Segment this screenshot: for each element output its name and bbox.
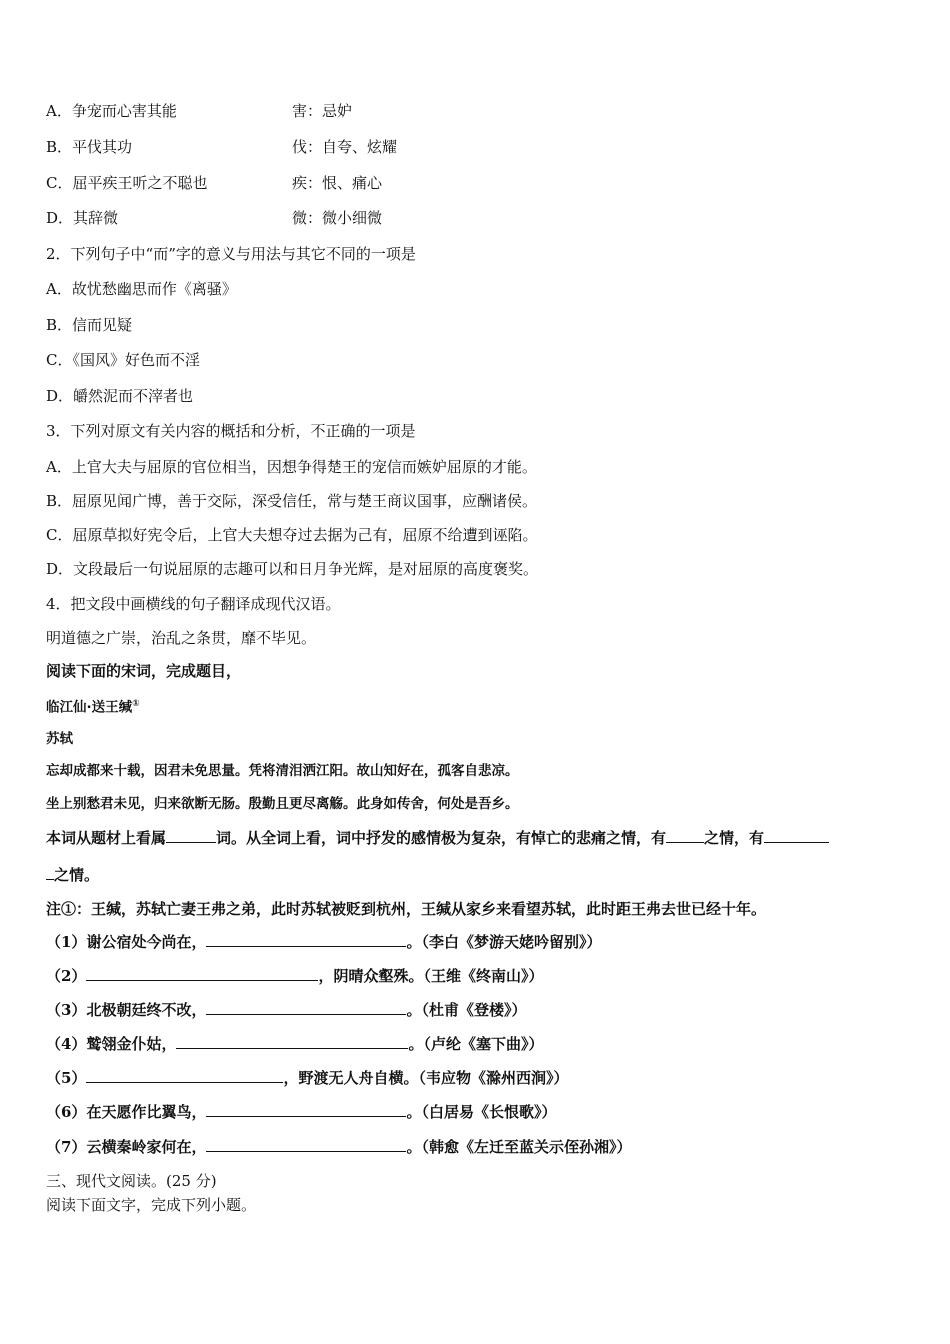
fill-blank-7 — [46, 1137, 631, 1157]
poem-question-line-1 — [46, 828, 829, 848]
fill-num: （4） — [46, 1035, 87, 1053]
section3-instruction: 阅读下面文字，完成下列小题。 — [46, 1196, 257, 1214]
fill-num: （1） — [46, 933, 87, 951]
q4-stem: 4．把文段中画横线的句子翻译成现代汉语。 — [46, 595, 341, 613]
poem-intro: 阅读下面的宋词，完成题目， — [46, 662, 242, 680]
poem-question-line-2 — [46, 865, 99, 885]
poem-line-2: 坐上别愁君未见，归来欲断无肠。殷勤且更尽离觞。此身如传舍，何处是吾乡。 — [46, 796, 519, 812]
fill-blank-5 — [46, 1068, 568, 1088]
q3-stem: 3．下列对原文有关内容的概括和分析，不正确的一项是 — [46, 422, 416, 440]
fill-before: 鹫翎金仆姑， — [86, 1035, 177, 1053]
poem-title-line — [46, 694, 140, 718]
fill-blank-3 — [46, 1000, 526, 1020]
answer-blank[interactable] — [206, 1000, 406, 1015]
fill-after: 。（韩愈《左迁至蓝关示侄孙湘》） — [406, 1138, 632, 1156]
fill-num: （6） — [46, 1103, 87, 1121]
fill-num: （2） — [46, 967, 87, 985]
poem-question-part2: 词。从全词上看，词中抒发的感情极为复杂，有悼亡的悲痛之情，有 — [216, 829, 667, 847]
answer-blank[interactable] — [206, 1102, 406, 1117]
fill-num: （5） — [46, 1069, 87, 1087]
poem-question-part1: 本词从题材上看属 — [46, 829, 167, 847]
fill-after: 。（白居易《长恨歌》） — [406, 1103, 557, 1121]
fill-blank-6 — [46, 1102, 556, 1122]
fill-after: ，阴晴众壑殊。（王维《终南山》） — [318, 967, 544, 985]
q1-option-d: D．其辞微 — [46, 209, 119, 227]
fill-num: （3） — [46, 1001, 87, 1019]
poem-note-mark: ① — [132, 699, 140, 709]
poem-line-1: 忘却成都来十载，因君未免思量。凭将清泪洒江阳。故山知好在，孤客自悲凉。 — [46, 763, 519, 779]
fill-blank-1 — [46, 932, 601, 952]
fill-before: 云横秦岭家何在， — [86, 1138, 207, 1156]
fill-before: 北极朝廷终不改， — [86, 1001, 207, 1019]
fill-after: ，野渡无人舟自横。（韦应物《滁州西涧》） — [283, 1069, 569, 1087]
answer-blank[interactable] — [46, 865, 54, 880]
q1-gloss-c: 疾：恨、痛心 — [292, 174, 383, 192]
q3-option-a: A．上官大夫与屈原的官位相当，因想争得楚王的宠信而嫉妒屈原的才能。 — [46, 458, 537, 476]
answer-blank[interactable] — [206, 1137, 406, 1152]
q2-option-a: A．故忧愁幽思而作《离骚》 — [46, 280, 237, 298]
poem-question-part3: 之情，有 — [704, 829, 765, 847]
answer-blank[interactable] — [86, 1068, 283, 1083]
fill-blank-2 — [46, 966, 543, 986]
answer-blank[interactable] — [206, 932, 406, 947]
q1-gloss-d: 微：微小细微 — [292, 209, 383, 227]
poem-note: 注①：王缄，苏轼亡妻王弗之弟，此时苏轼被贬到杭州，王缄从家乡来看望苏轼，此时距王弗去世已经十年。 — [46, 900, 767, 918]
fill-after: 。（卢纶《塞下曲》） — [408, 1035, 544, 1053]
q1-option-c: C．屈平疾王听之不聪也 — [46, 174, 208, 192]
poem-question-part4: 之情。 — [54, 866, 100, 884]
q2-option-d: D．皭然泥而不滓者也 — [46, 387, 194, 405]
q1-option-b: B．平伐其功 — [46, 138, 133, 156]
fill-num: （7） — [46, 1138, 87, 1156]
q1-option-a: A．争宠而心害其能 — [46, 102, 177, 120]
answer-blank[interactable] — [764, 828, 829, 843]
poem-author: 苏轼 — [46, 731, 73, 747]
answer-blank[interactable] — [176, 1034, 408, 1049]
q2-stem: 2．下列句子中“而”字的意义与用法与其它不同的一项是 — [46, 245, 416, 263]
q3-option-b: B．屈原见闻广博，善于交际，深受信任，常与楚王商议国事，应酬诸侯。 — [46, 492, 538, 510]
answer-blank[interactable] — [166, 828, 216, 843]
fill-before: 谢公宿处今尚在， — [86, 933, 207, 951]
answer-blank[interactable] — [86, 966, 318, 981]
q1-gloss-b: 伐：自夸、炫耀 — [292, 138, 398, 156]
fill-after: 。（李白《梦游天姥吟留别》） — [406, 933, 602, 951]
fill-after: 。（杜甫《登楼》） — [406, 1001, 527, 1019]
section3-title: 三、现代文阅读。(25 分) — [46, 1172, 217, 1190]
q3-option-d: D．文段最后一句说屈原的志趣可以和日月争光辉，是对屈原的高度褒奖。 — [46, 560, 539, 578]
q2-option-b: B．信而见疑 — [46, 316, 133, 334]
poem-title: 临江仙·送王缄 — [46, 699, 133, 716]
q1-gloss-a: 害：忌妒 — [292, 102, 353, 120]
q4-sentence: 明道德之广崇，治乱之条贯，靡不毕见。 — [46, 629, 317, 647]
q3-option-c: C．屈原草拟好宪令后，上官大夫想夺过去据为己有，屈原不给遭到诬陷。 — [46, 526, 538, 544]
fill-blank-4 — [46, 1034, 543, 1054]
answer-blank[interactable] — [666, 828, 704, 843]
q2-option-c: C．《国风》好色而不淫 — [46, 351, 200, 369]
fill-before: 在天愿作比翼鸟， — [86, 1103, 207, 1121]
